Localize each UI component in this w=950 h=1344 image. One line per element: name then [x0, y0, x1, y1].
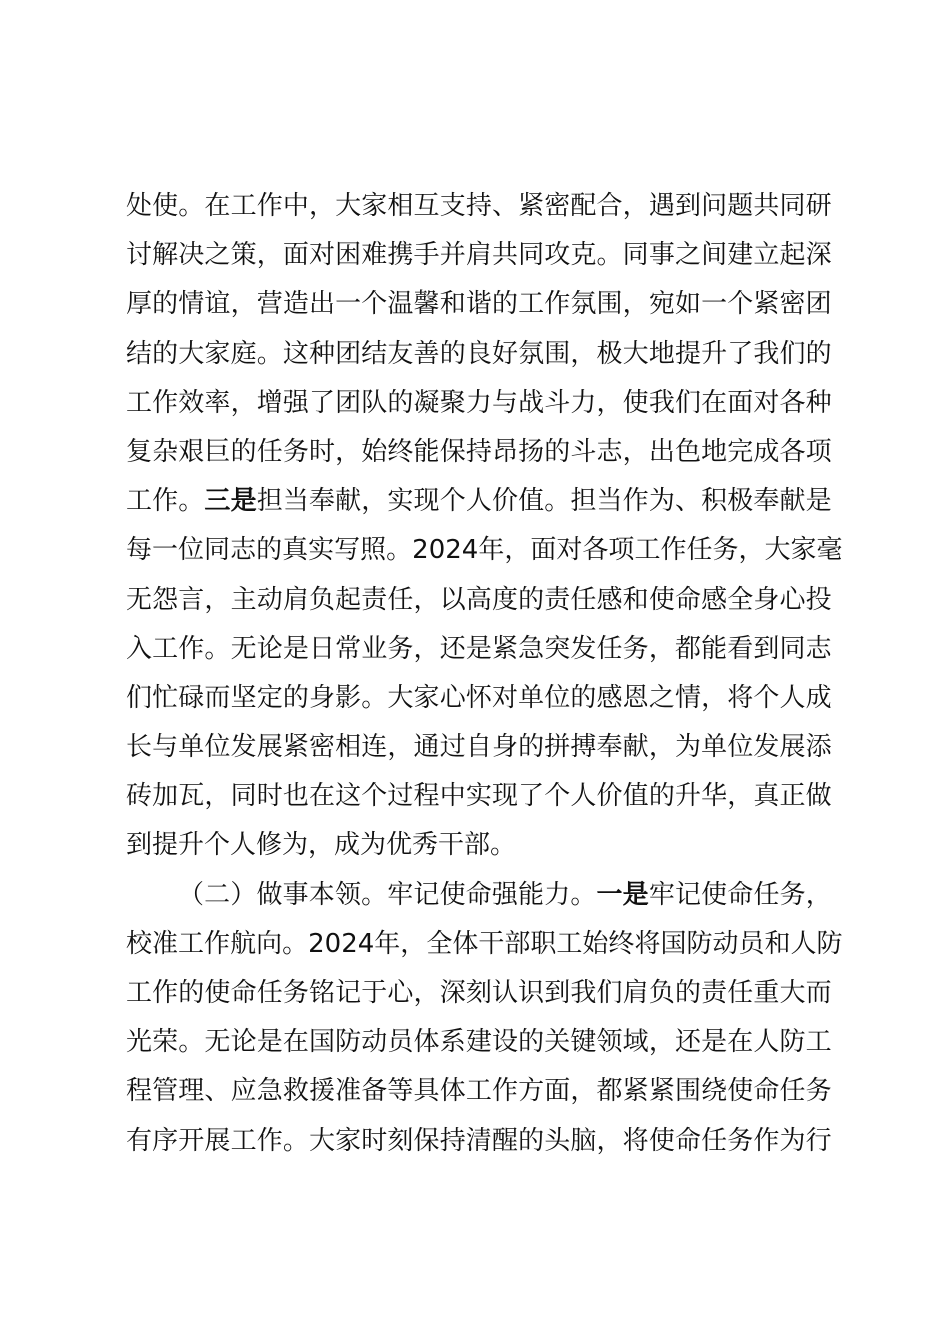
text-line: 处 使 。 在 工 作 中 ， 大 家 相 互 支 持 、 紧 密 配 合 ， 遇 到 问 题 共 同 研 — [126, 191, 832, 221]
text-line-with-bold: 工 作 。 三 是 担 当 奉 献 ， 实 现 个 人 价 值 。 担 当 作 为 、 积 极 奉 献 是 — [126, 486, 832, 517]
text-line: 入 工 作 。 无 论 是 日 常 业 务 ， 还 是 紧 急 突 发 任 务 ， 都 能 看 到 同 志 — [126, 633, 832, 664]
text-line: 工 作 效 率 ， 增 强 了 团 队 的 凝 聚 力 与 战 斗 力 ， 使 我 们 在 面 对 各 种 — [126, 387, 832, 418]
body-text — [126, 182, 843, 1166]
text-line: 结 的 大 家 庭 。 这 种 团 结 友 善 的 良 好 氛 围 ， 极 大 地 提 升 了 我 们 的 — [126, 338, 832, 369]
text-line: 长 与 单 位 发 展 紧 密 相 连 ， 通 过 自 身 的 拼 搏 奉 献 ， 为 单 位 发 展 添 — [126, 732, 832, 763]
text-line-paragraph-end: 到提升个人修为，成为优秀干部。 — [126, 830, 517, 861]
text-line: 讨 解 决 之 策 ， 面 对 困 难 携 手 并 肩 共 同 攻 克 。 同 事 之 间 建 立 起 深 — [126, 240, 832, 271]
text-line: 复 杂 艰 巨 的 任 务 时 ， 始 终 能 保 持 昂 扬 的 斗 志 ， 出 色 地 完 成 各 项 — [126, 436, 832, 467]
text-line: 们 忙 碌 而 坚 定 的 身 影 。 大 家 心 怀 对 单 位 的 感 恩 之 情 ， 将 个 人 成 — [126, 682, 832, 713]
section-heading-line: （ 二 ） 做 事 本 领 。 牢 记 使 命 强 能 力 。 一 是 牢 记 使 命 任 务 ， — [178, 879, 832, 910]
text-line: 程 管 理 、 应 急 救 援 准 备 等 具 体 工 作 方 面 ， 都 紧 紧 围 绕 使 命 任 务 — [126, 1076, 832, 1107]
text-line: 厚 的 情 谊 ， 营 造 出 一 个 温 馨 和 谐 的 工 作 氛 围 ， 宛 如 一 个 紧 密 团 — [126, 289, 832, 320]
text-line: 校 准 工 作 航 向 。 2024 年 ， 全 体 干 部 职 工 始 终 将 国 防 动 员 和 人 防 — [126, 928, 843, 959]
text-line: 无 怨 言 ， 主 动 肩 负 起 责 任 ， 以 高 度 的 责 任 感 和 使 命 感 全 身 心 投 — [126, 584, 832, 615]
text-line: 每 一 位 同 志 的 真 实 写 照 。 2024 年 ， 面 对 各 项 工 作 任 务 ， 大 家 毫 — [126, 535, 843, 566]
text-line: 有 序 开 展 工 作 。 大 家 时 刻 保 持 清 醒 的 头 脑 ， 将 使 命 任 务 作 为 行 — [126, 1125, 832, 1156]
text-line: 砖 加 瓦 ， 同 时 也 在 这 个 过 程 中 实 现 了 个 人 价 值 的 升 华 ， 真 正 做 — [126, 781, 832, 812]
text-line: 工 作 的 使 命 任 务 铭 记 于 心 ， 深 刻 认 识 到 我 们 肩 负 的 责 任 重 大 而 — [126, 978, 832, 1008]
text-line: 光 荣 。 无 论 是 在 国 防 动 员 体 系 建 设 的 关 键 领 域 ， 还 是 在 人 防 工 — [126, 1027, 832, 1058]
